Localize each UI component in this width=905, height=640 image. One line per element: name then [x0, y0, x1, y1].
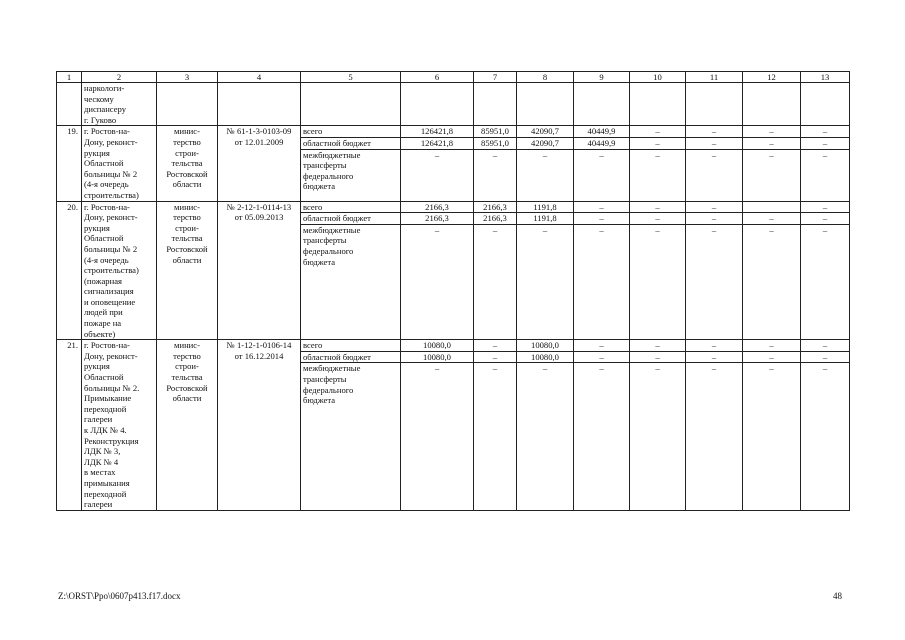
- column-header: 5: [301, 72, 401, 83]
- value-cell: –: [686, 351, 743, 363]
- customer-cell: минис- терство строи- тельства Ростовской области: [157, 126, 218, 201]
- value-cell: –: [630, 213, 686, 225]
- column-header: 1: [57, 72, 82, 83]
- document-cell: № 61-1-3-0103-09 от 12.01.2009: [218, 126, 301, 201]
- value-cell: –: [574, 363, 630, 510]
- document-cell: № 1-12-1-0106-14 от 16.12.2014: [218, 340, 301, 511]
- funding-source-cell: областной бюджет: [301, 213, 401, 225]
- row-number-cell: 21.: [57, 340, 82, 511]
- value-cell: –: [517, 363, 574, 510]
- column-header: 3: [157, 72, 218, 83]
- value-cell: –: [801, 351, 850, 363]
- value-cell: [743, 201, 801, 213]
- value-cell: –: [474, 351, 517, 363]
- value-cell: 85951,0: [474, 137, 517, 149]
- value-cell: –: [801, 137, 850, 149]
- budget-table: [56, 71, 850, 511]
- value-cell: –: [574, 340, 630, 352]
- funding-source-cell: межбюджетные трансферты федерального бюджета: [301, 149, 401, 201]
- value-cell: 85951,0: [474, 126, 517, 138]
- column-header: 10: [630, 72, 686, 83]
- value-cell: 126421,8: [401, 126, 474, 138]
- value-cell: 1191,8: [517, 213, 574, 225]
- value-cell: –: [517, 149, 574, 201]
- value-cell: 2166,3: [474, 201, 517, 213]
- funding-source-cell: областной бюджет: [301, 137, 401, 149]
- value-cell: –: [401, 149, 474, 201]
- value-cell: –: [686, 137, 743, 149]
- value-cell: 10080,0: [401, 340, 474, 352]
- value-cell: –: [801, 149, 850, 201]
- value-cell: –: [630, 363, 686, 510]
- value-cell: 2166,3: [474, 213, 517, 225]
- value-cell: 10080,0: [401, 351, 474, 363]
- value-cell: –: [474, 340, 517, 352]
- column-header: 2: [82, 72, 157, 83]
- value-cell: –: [474, 149, 517, 201]
- footer-file-path: Z:\ORST\Ppo\0607p413.f17.docx: [58, 591, 181, 601]
- object-cell: г. Ростов-на- Дону, реконст- рукция Областной больницы № 2 (4-я очередь строительства): [82, 126, 157, 201]
- column-header: 9: [574, 72, 630, 83]
- value-cell: –: [686, 224, 743, 340]
- column-header: 4: [218, 72, 301, 83]
- table-row: [57, 201, 850, 213]
- value-cell: 10080,0: [517, 351, 574, 363]
- value-cell: 40449,9: [574, 126, 630, 138]
- value-cell: –: [630, 351, 686, 363]
- column-header: 12: [743, 72, 801, 83]
- column-header: 13: [801, 72, 850, 83]
- object-cell: наркологи- ческому диспансеру г. Гуково: [82, 83, 157, 126]
- value-cell: –: [630, 340, 686, 352]
- value-cell: –: [686, 126, 743, 138]
- value-cell: 40449,9: [574, 137, 630, 149]
- funding-source-cell: всего: [301, 201, 401, 213]
- value-cell: 42090,7: [517, 137, 574, 149]
- row-number-cell: 20.: [57, 201, 82, 340]
- value-cell: –: [686, 340, 743, 352]
- value-cell: 42090,7: [517, 126, 574, 138]
- value-cell: –: [801, 201, 850, 213]
- value-cell: –: [401, 224, 474, 340]
- row-number-cell: 19.: [57, 126, 82, 201]
- funding-source-cell: межбюджетные трансферты федерального бюджета: [301, 224, 401, 340]
- value-cell: –: [743, 137, 801, 149]
- value-cell: –: [686, 213, 743, 225]
- table-body: [57, 83, 850, 511]
- funding-source-cell: всего: [301, 126, 401, 138]
- value-cell: –: [517, 224, 574, 340]
- value-cell: –: [630, 137, 686, 149]
- value-cell: –: [743, 149, 801, 201]
- value-cell: –: [474, 224, 517, 340]
- value-cell: 2166,3: [401, 201, 474, 213]
- value-cell: 126421,8: [401, 137, 474, 149]
- value-cell: –: [743, 363, 801, 510]
- document-cell: № 2-12-1-0114-13 от 05.09.2013: [218, 201, 301, 340]
- value-cell: –: [801, 340, 850, 352]
- value-cell: –: [743, 224, 801, 340]
- value-cell: –: [801, 126, 850, 138]
- customer-cell: минис- терство строи- тельства Ростовской области: [157, 340, 218, 511]
- value-cell: –: [801, 224, 850, 340]
- value-cell: –: [630, 126, 686, 138]
- value-cell: –: [574, 351, 630, 363]
- funding-source-cell: областной бюджет: [301, 351, 401, 363]
- value-cell: –: [574, 224, 630, 340]
- value-cell: –: [686, 363, 743, 510]
- value-cell: 10080,0: [517, 340, 574, 352]
- value-cell: 1191,8: [517, 201, 574, 213]
- header-row: [57, 72, 850, 83]
- funding-source-cell: межбюджетные трансферты федерального бюджета: [301, 363, 401, 510]
- value-cell: –: [686, 149, 743, 201]
- value-cell: –: [630, 201, 686, 213]
- value-cell: –: [474, 363, 517, 510]
- value-cell: 2166,3: [401, 213, 474, 225]
- table-row: [57, 340, 850, 352]
- object-cell: г. Ростов-на- Дону, реконст- рукция Областной больницы № 2. Примыкание переходной галереи к ЛДК № 4. Реконструкция ЛДК № 3, ЛДК № 4 в местах примыкания переходной галереи: [82, 340, 157, 511]
- value-cell: –: [801, 213, 850, 225]
- value-cell: –: [743, 351, 801, 363]
- continuation-row: [57, 83, 850, 126]
- value-cell: –: [686, 201, 743, 213]
- value-cell: –: [630, 224, 686, 340]
- table-row: [57, 126, 850, 138]
- value-cell: –: [743, 213, 801, 225]
- value-cell: –: [630, 149, 686, 201]
- value-cell: –: [401, 363, 474, 510]
- page-number: 48: [833, 591, 842, 601]
- value-cell: –: [574, 149, 630, 201]
- object-cell: г. Ростов-на- Дону, реконст- рукция Областной больницы № 2 (4-я очередь строительства) (пожарная сигнализация и оповещение людей при пожаре на объекте): [82, 201, 157, 340]
- column-header: 6: [401, 72, 474, 83]
- value-cell: –: [574, 201, 630, 213]
- value-cell: –: [801, 363, 850, 510]
- funding-source-cell: всего: [301, 340, 401, 352]
- value-cell: –: [574, 213, 630, 225]
- value-cell: –: [743, 126, 801, 138]
- column-header: 8: [517, 72, 574, 83]
- column-header: 11: [686, 72, 743, 83]
- value-cell: –: [743, 340, 801, 352]
- customer-cell: минис- терство строи- тельства Ростовской области: [157, 201, 218, 340]
- column-header: 7: [474, 72, 517, 83]
